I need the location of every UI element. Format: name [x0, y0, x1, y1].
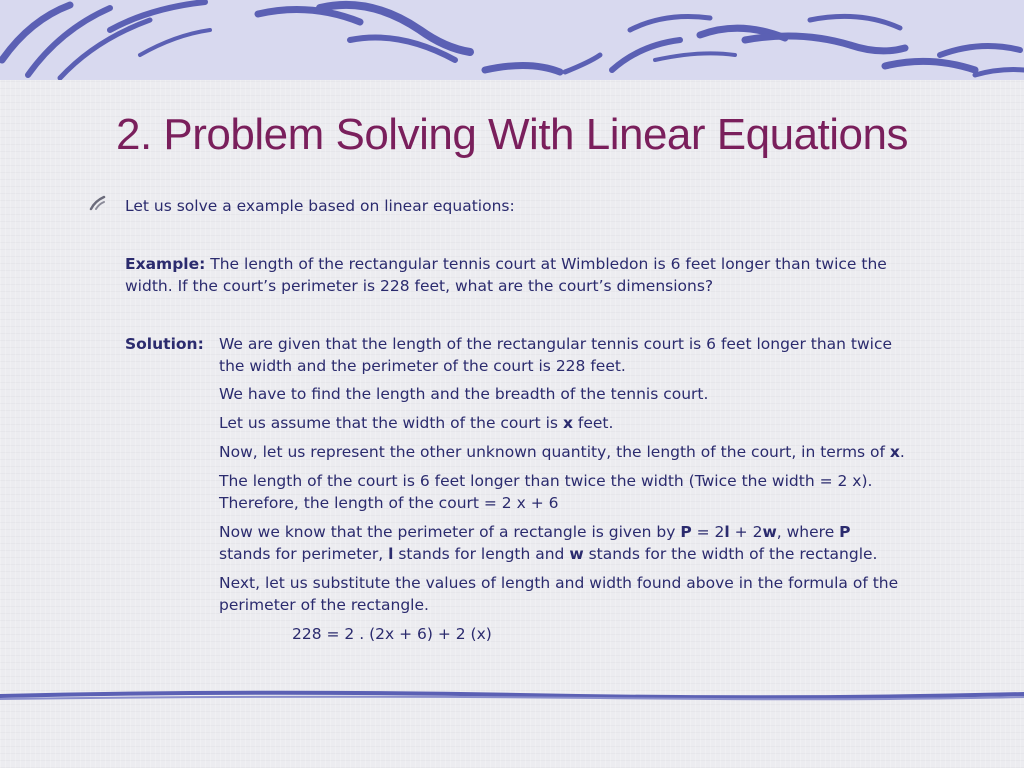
solution-p1-line1: We are given that the length of the rectangular tennis court is 6 feet longer than twice	[219, 335, 893, 353]
solution-p3: Let us assume that the width of the court is x feet.	[219, 414, 614, 432]
solution-p1-line2: the width and the perimeter of the court is 228 feet.	[219, 357, 626, 375]
solution-p7-line1: Next, let us substitute the values of length and width found above in the formula of the	[219, 574, 899, 592]
example-line-1	[125, 253, 887, 275]
example-line-2: width. If the court’s perimeter is 228 feet, what are the court’s dimensions?	[125, 277, 714, 295]
solution-p6-line1: Now we know that the perimeter of a rectangle is given by P = 2l + 2w, where P	[219, 523, 851, 541]
decorative-swirl-banner	[0, 0, 1024, 80]
solution-p6-line2: stands for perimeter, l stands for length and w stands for the width of the rectangle.	[219, 545, 878, 563]
swirl-bullet-icon	[88, 195, 106, 211]
solution-p5-line2: Therefore, the length of the court = 2 x + 6	[219, 494, 559, 512]
slide-title: 2. Problem Solving With Linear Equations	[116, 110, 908, 159]
solution-p7-line2: perimeter of the rectangle.	[219, 596, 429, 614]
decorative-bottom-rule	[0, 686, 1024, 706]
solution-p5-line1: The length of the court is 6 feet longer than twice the width (Twice the width = 2 x).	[219, 472, 873, 490]
solution-p4: Now, let us represent the other unknown quantity, the length of the court, in terms of x.	[219, 443, 905, 461]
solution-label: Solution:	[125, 335, 204, 353]
example-label: Example:	[125, 255, 206, 273]
intro-text: Let us solve a example based on linear equations:	[125, 197, 515, 215]
equation: 228 = 2 . (2x + 6) + 2 (x)	[292, 625, 492, 643]
example-text-1: The length of the rectangular tennis court at Wimbledon is 6 feet longer than twice the	[210, 255, 887, 273]
solution-p2: We have to find the length and the breadth of the tennis court.	[219, 385, 709, 403]
